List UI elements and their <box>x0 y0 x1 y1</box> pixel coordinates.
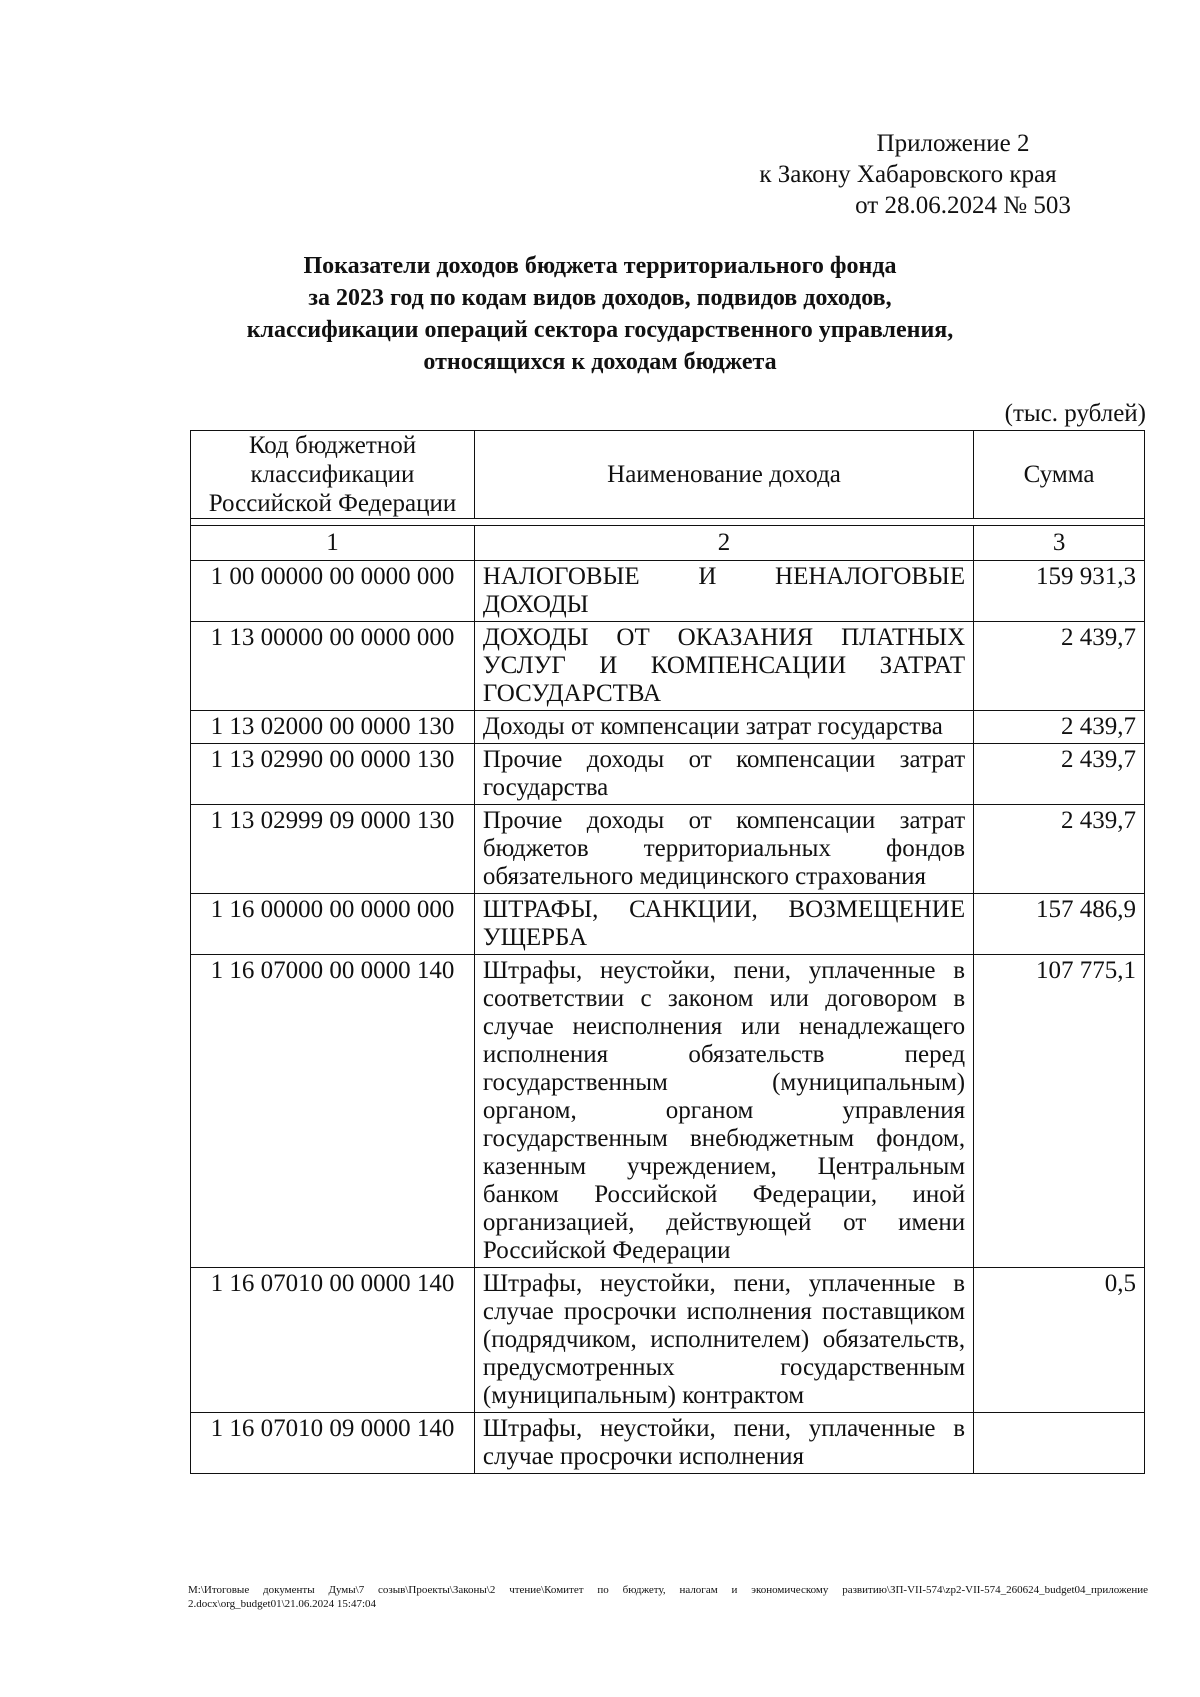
table-row <box>191 744 1145 805</box>
header-spacer <box>191 519 1145 526</box>
table-row <box>191 894 1145 955</box>
table-row <box>191 1413 1145 1474</box>
row-code: 1 16 00000 00 0000 000 <box>191 894 475 955</box>
table-row <box>191 711 1145 744</box>
row-amount: 2 439,7 <box>974 805 1145 894</box>
appendix-law: к Закону Хабаровского края <box>759 161 1057 188</box>
row-name: НАЛОГОВЫЕ И НЕНАЛОГОВЫЕ ДОХОДЫ <box>474 561 973 622</box>
row-code: 1 13 02999 09 0000 130 <box>191 805 475 894</box>
row-name: Штрафы, неустойки, пени, уплаченные в соответствии с законом или договором в случае неисполнения или ненадлежащего исполнения обязательств перед государственным (муниципальным) органом, органом управления государственным внебюджетным фондом, казенным учреждением, Центральным банком Российской Федерации, иной организацией, действующей от имени Российской Федерации <box>474 955 973 1268</box>
row-amount <box>974 1413 1145 1474</box>
appendix-date: от 28.06.2024 № 503 <box>855 192 1071 219</box>
document-title <box>150 250 1050 378</box>
appendix-reference <box>708 128 1108 221</box>
row-code: 1 13 02990 00 0000 130 <box>191 744 475 805</box>
row-name: Штрафы, неустойки, пени, уплаченные в случае просрочки исполнения поставщиком (подрядчиком, исполнителем) обязательств, предусмотренных государственным (муниципальным) контрактом <box>474 1268 973 1413</box>
row-code: 1 16 07000 00 0000 140 <box>191 955 475 1268</box>
row-name: Прочие доходы от компенсации затрат государства <box>474 744 973 805</box>
title-line: относящихся к доходам бюджета <box>423 349 777 375</box>
row-name: ДОХОДЫ ОТ ОКАЗАНИЯ ПЛАТНЫХ УСЛУГ И КОМПЕНСАЦИИ ЗАТРАТ ГОСУДАРСТВА <box>474 622 973 711</box>
row-name: ШТРАФЫ, САНКЦИИ, ВОЗМЕЩЕНИЕ УЩЕРБА <box>474 894 973 955</box>
row-code: 1 00 00000 00 0000 000 <box>191 561 475 622</box>
table-row <box>191 561 1145 622</box>
row-amount: 159 931,3 <box>974 561 1145 622</box>
column-number: 3 <box>974 526 1145 561</box>
row-amount: 2 439,7 <box>974 622 1145 711</box>
column-number-row <box>191 526 1145 561</box>
header-sum: Сумма <box>974 431 1145 519</box>
table-row <box>191 1268 1145 1413</box>
table-row <box>191 955 1145 1268</box>
column-number: 2 <box>474 526 973 561</box>
row-code: 1 16 07010 00 0000 140 <box>191 1268 475 1413</box>
file-path-footer: M:\Итоговые документы Думы\7 созыв\Проекты\Законы\2 чтение\Комитет по бюджету, налогам и экономическому развитию\ЗП-VII-574\zp2-VII-574_260624_budget04_приложение 2.docx\org_budget01\21.06.2024 15:47:04 <box>188 1584 1148 1610</box>
table-header-row <box>191 431 1145 519</box>
row-amount: 0,5 <box>974 1268 1145 1413</box>
row-code: 1 16 07010 09 0000 140 <box>191 1413 475 1474</box>
row-name: Доходы от компенсации затрат государства <box>474 711 973 744</box>
title-line: Показатели доходов бюджета территориального фонда <box>303 253 897 279</box>
row-amount: 2 439,7 <box>974 744 1145 805</box>
row-name: Штрафы, неустойки, пени, уплаченные в случае просрочки исполнения <box>474 1413 973 1474</box>
row-code: 1 13 02000 00 0000 130 <box>191 711 475 744</box>
row-name: Прочие доходы от компенсации затрат бюджетов территориальных фондов обязательного медицинского страхования <box>474 805 973 894</box>
header-code: Код бюджетной классификации Российской Федерации <box>191 431 475 519</box>
units-label: (тыс. рублей) <box>1004 400 1146 427</box>
row-code: 1 13 00000 00 0000 000 <box>191 622 475 711</box>
table-row <box>191 622 1145 711</box>
row-amount: 157 486,9 <box>974 894 1145 955</box>
column-number: 1 <box>191 526 475 561</box>
appendix-number: Приложение 2 <box>876 130 1030 157</box>
table-row <box>191 805 1145 894</box>
header-name: Наименование дохода <box>474 431 973 519</box>
row-amount: 107 775,1 <box>974 955 1145 1268</box>
row-amount: 2 439,7 <box>974 711 1145 744</box>
title-line: классификации операций сектора государственного управления, <box>246 317 954 343</box>
title-line: за 2023 год по кодам видов доходов, подвидов доходов, <box>308 285 892 311</box>
income-table <box>190 430 1145 1474</box>
